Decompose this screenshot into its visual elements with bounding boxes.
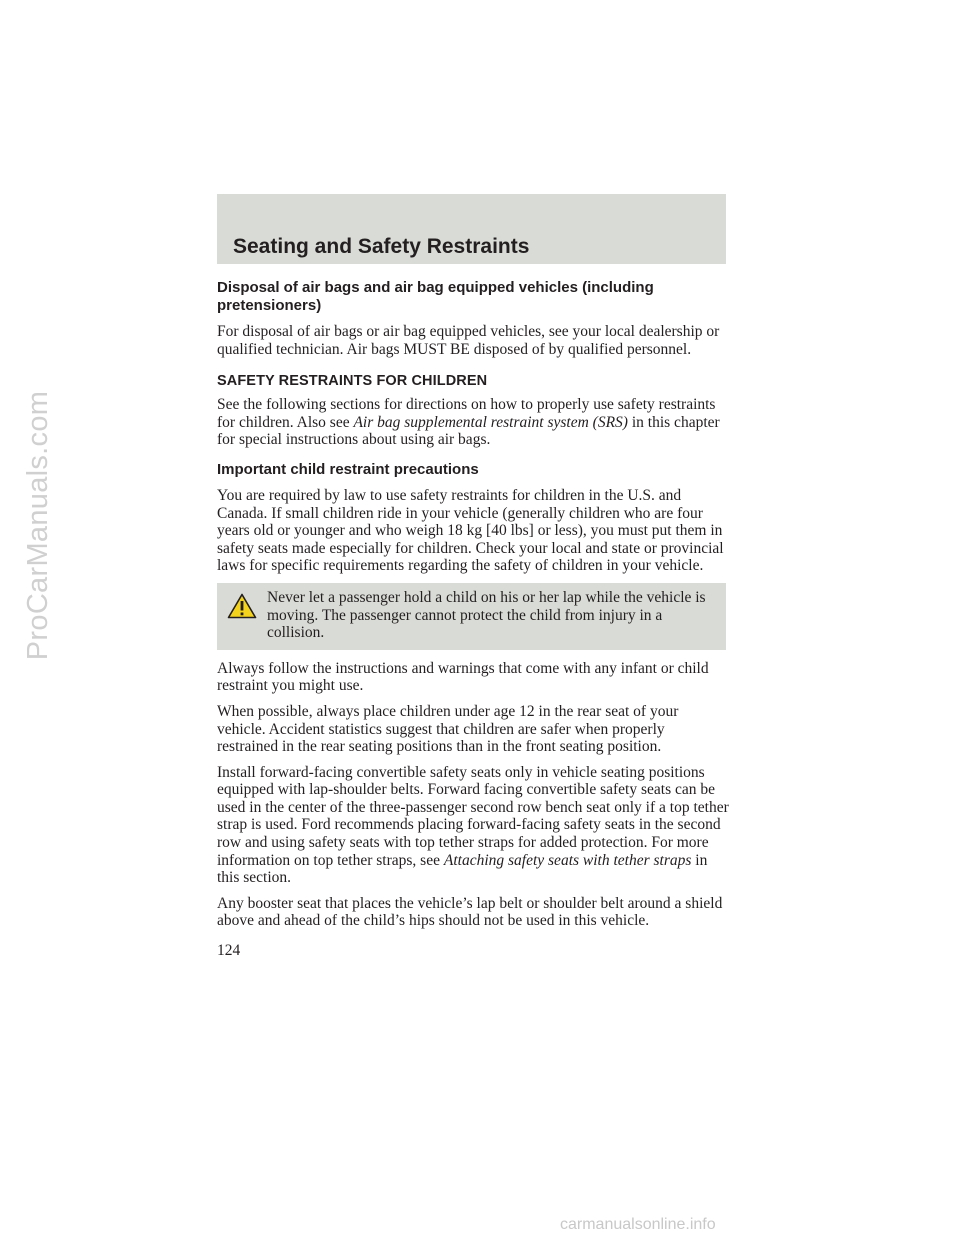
disposal-paragraph: For disposal of air bags or air bag equipped vehicles, see your local dealership or qualified technician. Air bags MUST BE disposed of by qualified personnel. [217, 323, 720, 358]
children-text-reference: Air bag supplemental restraint system (SRS) [353, 413, 628, 431]
side-watermark-text: ProCarManuals.com [22, 390, 55, 660]
booster-paragraph: Any booster seat that places the vehicle’s lap belt or shoulder belt around a shield above and ahead of the child’s hips should not be used in this vehicle. [217, 894, 723, 930]
precautions-paragraph: You are required by law to use safety restraints for children in the U.S. and Canada. If small children ride in your vehicle (generally children who are four years old or younger and who weigh 18 kg [40 lbs] or less), you must put them in safety seats made especially for children. Check your local and state or provincial laws for specific requirements regarding the safety of children in your vehicle. [217, 486, 724, 575]
disposal-heading: Disposal of air bags and air bag equipped vehicles (including pretensioners) [217, 279, 654, 314]
install-text-after: in this section. [217, 851, 708, 887]
children-heading: SAFETY RESTRAINTS FOR CHILDREN [217, 373, 488, 390]
section-header-band [217, 194, 726, 264]
follow-instructions-paragraph: Always follow the instructions and warnings that come with any infant or child restraint you might use. [217, 659, 709, 695]
install-paragraph [217, 764, 729, 887]
install-text-reference: Attaching safety seats with tether straps [443, 851, 692, 869]
section-title: Seating and Safety Restraints [233, 235, 530, 258]
page-number: 124 [217, 942, 241, 960]
warning-box [217, 583, 726, 650]
install-text-before: Install forward-facing convertible safety seats only in vehicle seating positions equipped with lap-shoulder belts. Forward facing convertible safety seats can be used in the center of the three-passenger second row bench seat only if a top tether strap is used. Ford recommends placing forward-facing safety seats in the second row and using safety seats with top tether straps for added protection. For more information on top tether straps, see [217, 763, 729, 869]
rear-seat-paragraph: When possible, always place children under age 12 in the rear seat of your vehicle. Accident statistics suggest that children are safer when properly restrained in the rear seating positions than in the front seating position. [217, 702, 679, 756]
bottom-watermark: carmanualsonline.info [560, 1216, 716, 1233]
children-text-before: See the following sections for directions on how to properly use safety restraints for children. Also see [217, 396, 716, 431]
warning-text: Never let a passenger hold a child on his or her lap while the vehicle is moving. The passenger cannot protect the child from injury in a collision. [267, 588, 706, 642]
page-content [217, 279, 729, 968]
children-paragraph [217, 396, 729, 449]
precautions-heading: Important child restraint precautions [217, 460, 479, 478]
children-text-after: in this chapter for special instructions about using air bags. [217, 413, 720, 449]
side-watermark [16, 245, 62, 805]
warning-triangle-icon [217, 589, 267, 627]
